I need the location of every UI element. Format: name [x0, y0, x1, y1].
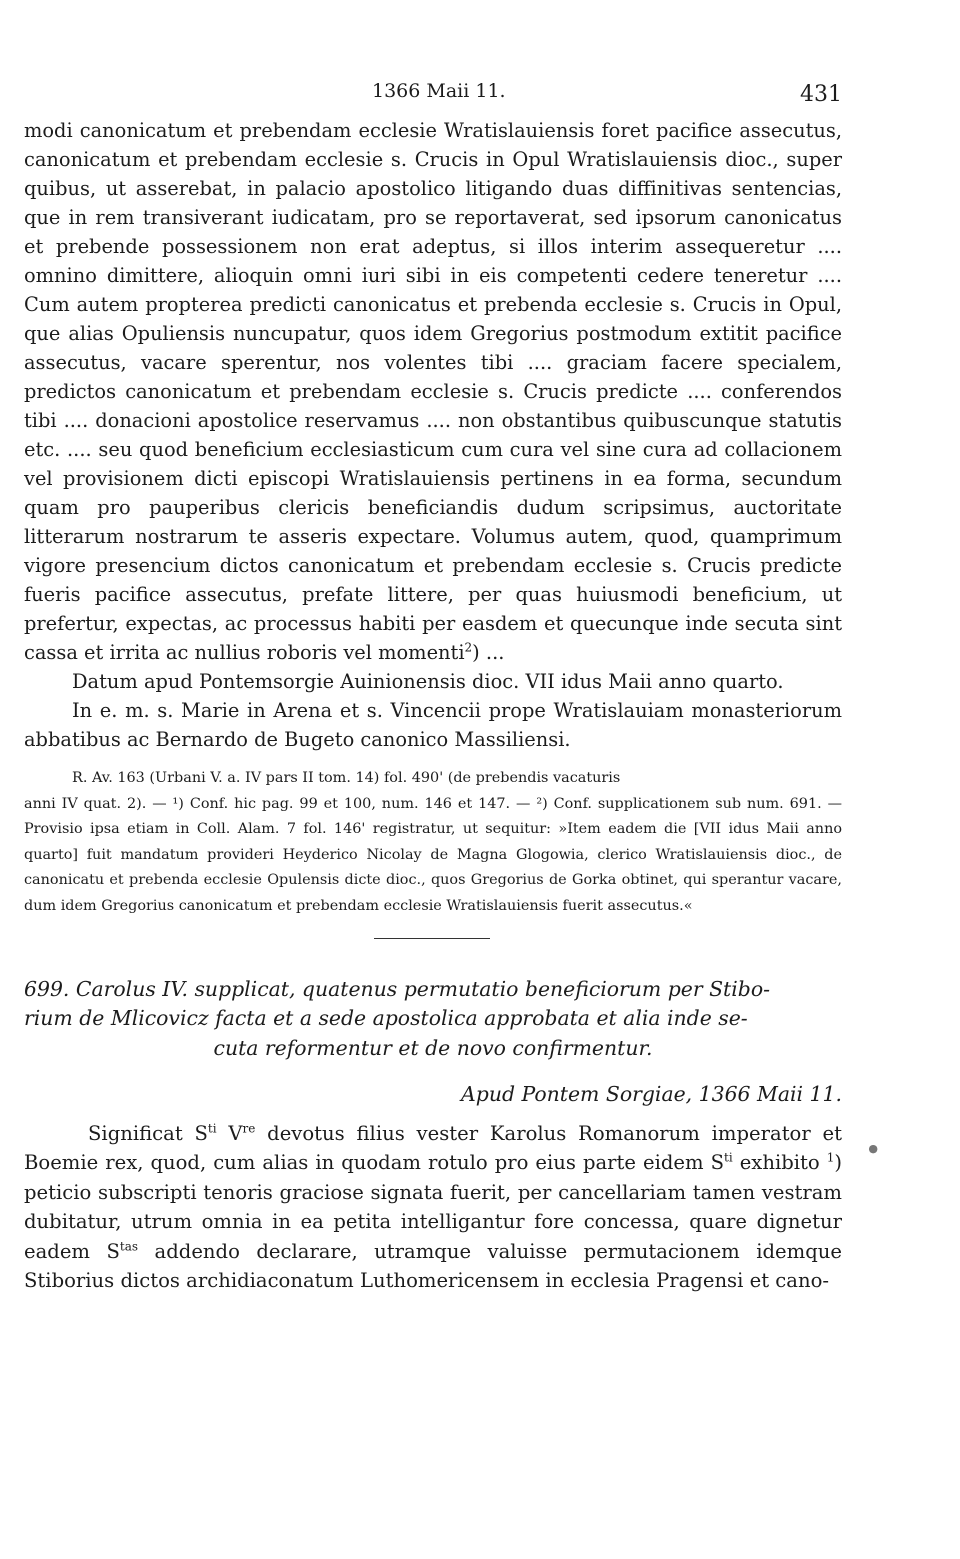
paragraph-1 — [24, 116, 842, 667]
margin-dot-icon: ● — [868, 1142, 878, 1155]
paragraph-datum: Datum apud Pontemsorgie Auinionensis dioc. VII idus Maii anno quarto. — [72, 670, 784, 693]
doc-sup-2: re — [242, 1121, 256, 1136]
heading-line-1 — [24, 975, 842, 1005]
document-text — [24, 1119, 842, 1295]
heading-line-2: rium de Mlicovicz facta et a sede apostolica approbata et alia inde se- — [24, 1006, 748, 1031]
entry-date: Apud Pontem Sorgiae, 1366 Maii 11. — [461, 1082, 842, 1107]
page-number: 431 — [800, 82, 842, 107]
doc-sup-5: tas — [119, 1239, 139, 1254]
doc-text-part-4: exhibito — [732, 1151, 827, 1175]
separator-rule — [374, 938, 490, 939]
doc-text-part-5: ) peticio subscripti tenoris graciose signata fuerit, per cancellariam tamen vestram dubitatur, utrum omnia in ea petita intelligantur fore concessa, quare dignetur eadem S — [24, 1151, 842, 1263]
running-head-title: 1366 Maii 11. — [372, 80, 506, 102]
doc-text-part-1: Significat S — [88, 1122, 208, 1146]
doc-sup-4: 1 — [826, 1150, 835, 1165]
heading-line-1-text: Carolus IV. supplicat, quatenus permutatio beneficiorum per Stibo- — [75, 976, 770, 1001]
doc-sup-3: ti — [724, 1150, 733, 1165]
notes-line-1: R. Av. 163 (Urbani V. a. IV pars II tom. 14) fol. 490' (de prebendis vacaturis — [72, 770, 621, 786]
entry-number: 699. — [24, 976, 70, 1001]
apparatus-notes — [24, 766, 842, 920]
doc-text-part-2: V — [216, 1122, 243, 1146]
paragraph-1-tail: ) ... — [472, 641, 505, 664]
heading-line-3: cuta reformentur et de novo confirmentur. — [213, 1035, 653, 1060]
running-head — [24, 78, 842, 116]
entry-heading — [24, 975, 842, 1064]
paragraph-1-text: modi canonicatum et prebendam ecclesie Wratislauiensis foret pacifice assecutus, canonicatum et prebendam ecclesie s. Crucis in Opul Wratislauiensis dioc., super quibus, ut asserebat, in palacio apostolico litigando duas diffinitivas sentencias, que in rem transiverant iudicatam, pro se reportaverat, sed ipsorum canonicatus et prebende possessionem non erat adeptus, si illos interim assequeretur .... omnino dimittere, alioquin omni iuri sibi in eis competenti cedere teneretur .... Cum autem propterea predicti canonicatus et prebenda ecclesie s. Crucis in Opul, que alias Opuliensis nuncupatur, quos idem Gregorius postmodum extitit pacifice assecutus, vacare sperentur, nos volentes tibi .... graciam facere specialem, predictos canonicatum et prebendam ecclesie s. Crucis predicte .... conferendos tibi .... donacioni apostolice reservamus .... non obstantibus quibuscunque statutis etc. .... seu quod beneficium ecclesiasticum cum cura vel sine cura ad collacionem vel provisionem dicti episcopi Wratislauiensis pertinens in ea forma, secundum quam pro pauperibus clericis beneficiandis dudum scripsimus, auctoritate litterarum nostrarum te asseris expectare. Volumus autem, quod, quamprimum vigore presencium dictos canonicatum et prebendam ecclesie s. Crucis predicte fueris pacifice assecutus, prefate littere, per quas huiusmodi beneficium, ut prefertur, expectas, ac processus habiti per easdem et quecunque inde secuta sint cassa et irrita ac nullius roboris vel momenti — [24, 119, 842, 664]
notes-continuation: anni IV quat. 2). — ¹) Conf. hic pag. 99 et 100, num. 146 et 147. — ²) Conf. supplicationem sub num. 691. — Provisio ipsa etiam in Coll. Alam. 7 fol. 146' registratur, ut sequitur: »Item eadem die [VII idus Maii anno quarto] fuit mandatum provideri Heyderico Nicolay de Magna Glogowia, clerico Wratislauiensis dioc., de canonicatu et prebenda ecclesie Opulensis dicte dioc., quos Gregorius de Gorka obtinet, qui sperantur vacare, dum idem Gregorius canonicatum et prebendam ecclesie Wratislauiensis fuerit assecutus.« — [24, 795, 842, 914]
doc-text-part-6: addendo declarare, utramque valuisse permutacionem idemque Stiborius dictos archidiaconatum Luthomericensem in ecclesia Pragensi et cano- — [24, 1239, 842, 1293]
doc-sup-1: ti — [207, 1121, 217, 1136]
paragraph-in-eundem-modum: In e. m. s. Marie in Arena et s. Vincencii prope Wratislauiam monasteriorum abbatibus ac Bernardo de Bugeto canonico Massiliensi. — [24, 699, 842, 751]
doc-text-part-3: devotus filius vester Karolus Romanorum imperator et Boemie rex, quod, cum alias in quodam rotulo pro eius parte eidem S — [24, 1122, 842, 1175]
footnote-ref-2: 2 — [464, 640, 473, 655]
